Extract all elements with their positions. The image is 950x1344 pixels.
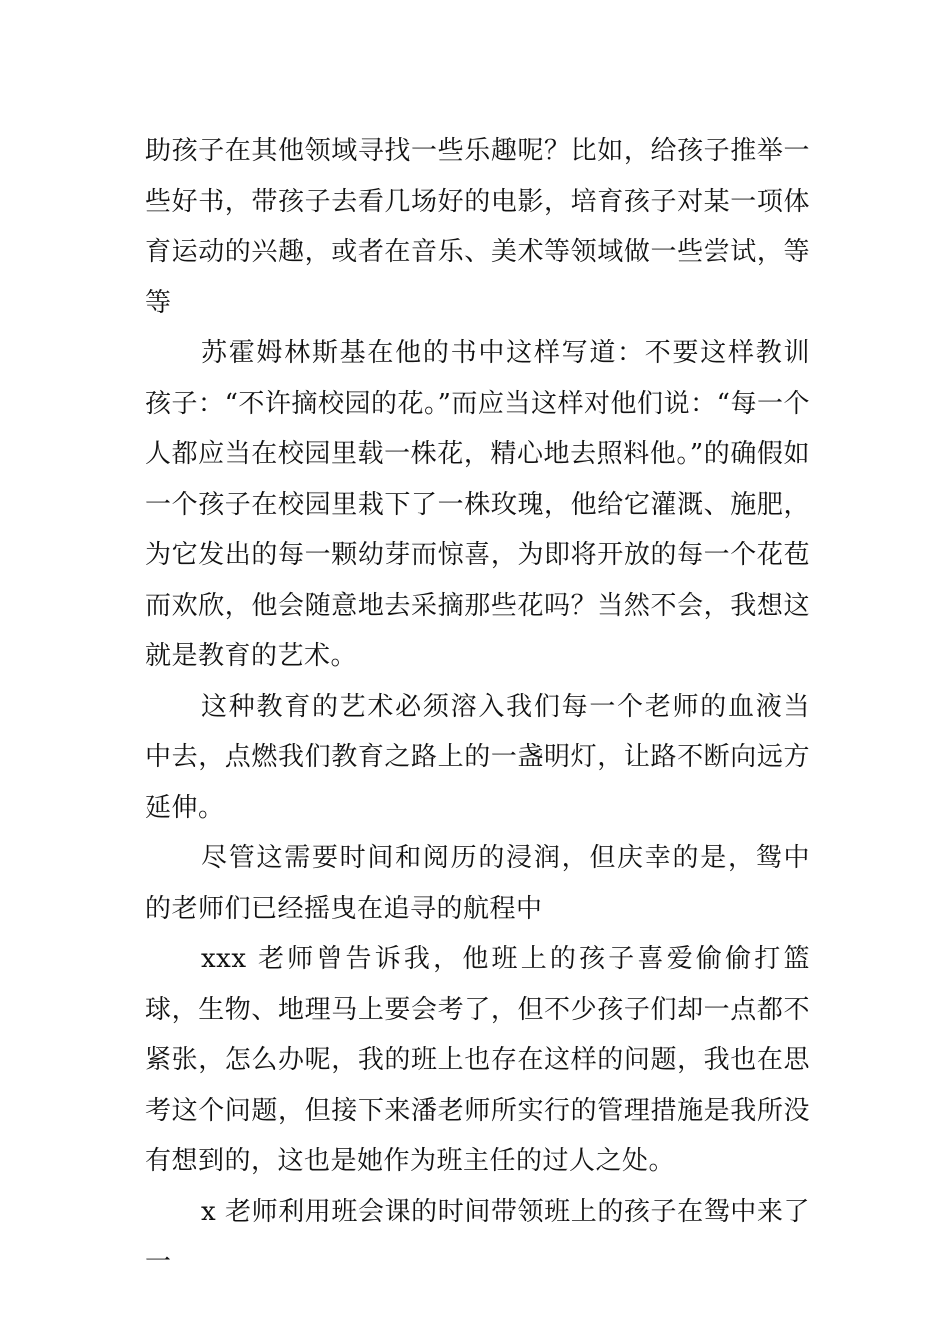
paragraph-5: xxx 老师曾告诉我，他班上的孩子喜爱偷偷打篮球，生物、地理马上要会考了，但不少孩子们却一点都不紧张，怎么办呢，我的班上也存在这样的问题，我也在思考这个问题，但接下来潘老师所实行的管理措施是我所没有想到的，这也是她作为班主任的过人之处。 [145, 944, 810, 1176]
paragraph-3: 这种教育的艺术必须溶入我们每一个老师的血液当中去，点燃我们教育之路上的一盏明灯，让路不断向远方延伸。 [145, 691, 810, 823]
document-body [145, 126, 810, 1288]
paragraph-4: 尽管这需要时间和阅历的浸润，但庆幸的是，鸳中的老师们已经摇曳在追寻的航程中 [145, 843, 810, 924]
paragraph-6: x 老师利用班会课的时间带领班上的孩子在鸳中来了一 [145, 1196, 810, 1277]
paragraph-2: 苏霍姆林斯基在他的书中这样写道：不要这样教训孩子：“不许摘校园的花。”而应当这样对他们说：“每一个人都应当在校园里载一株花，精心地去照料他。”的确假如一个孩子在校园里栽下了一株玫瑰，他给它灌溉、施肥，为它发出的每一颗幼芽而惊喜，为即将开放的每一个花苞而欢欣，他会随意地去采摘那些花吗？当然不会，我想这就是教育的艺术。 [145, 338, 810, 671]
paragraph-1: 助孩子在其他领域寻找一些乐趣呢？比如，给孩子推举一些好书，带孩子去看几场好的电影，培育孩子对某一项体育运动的兴趣，或者在音乐、美术等领域做一些尝试，等等 [145, 136, 810, 318]
